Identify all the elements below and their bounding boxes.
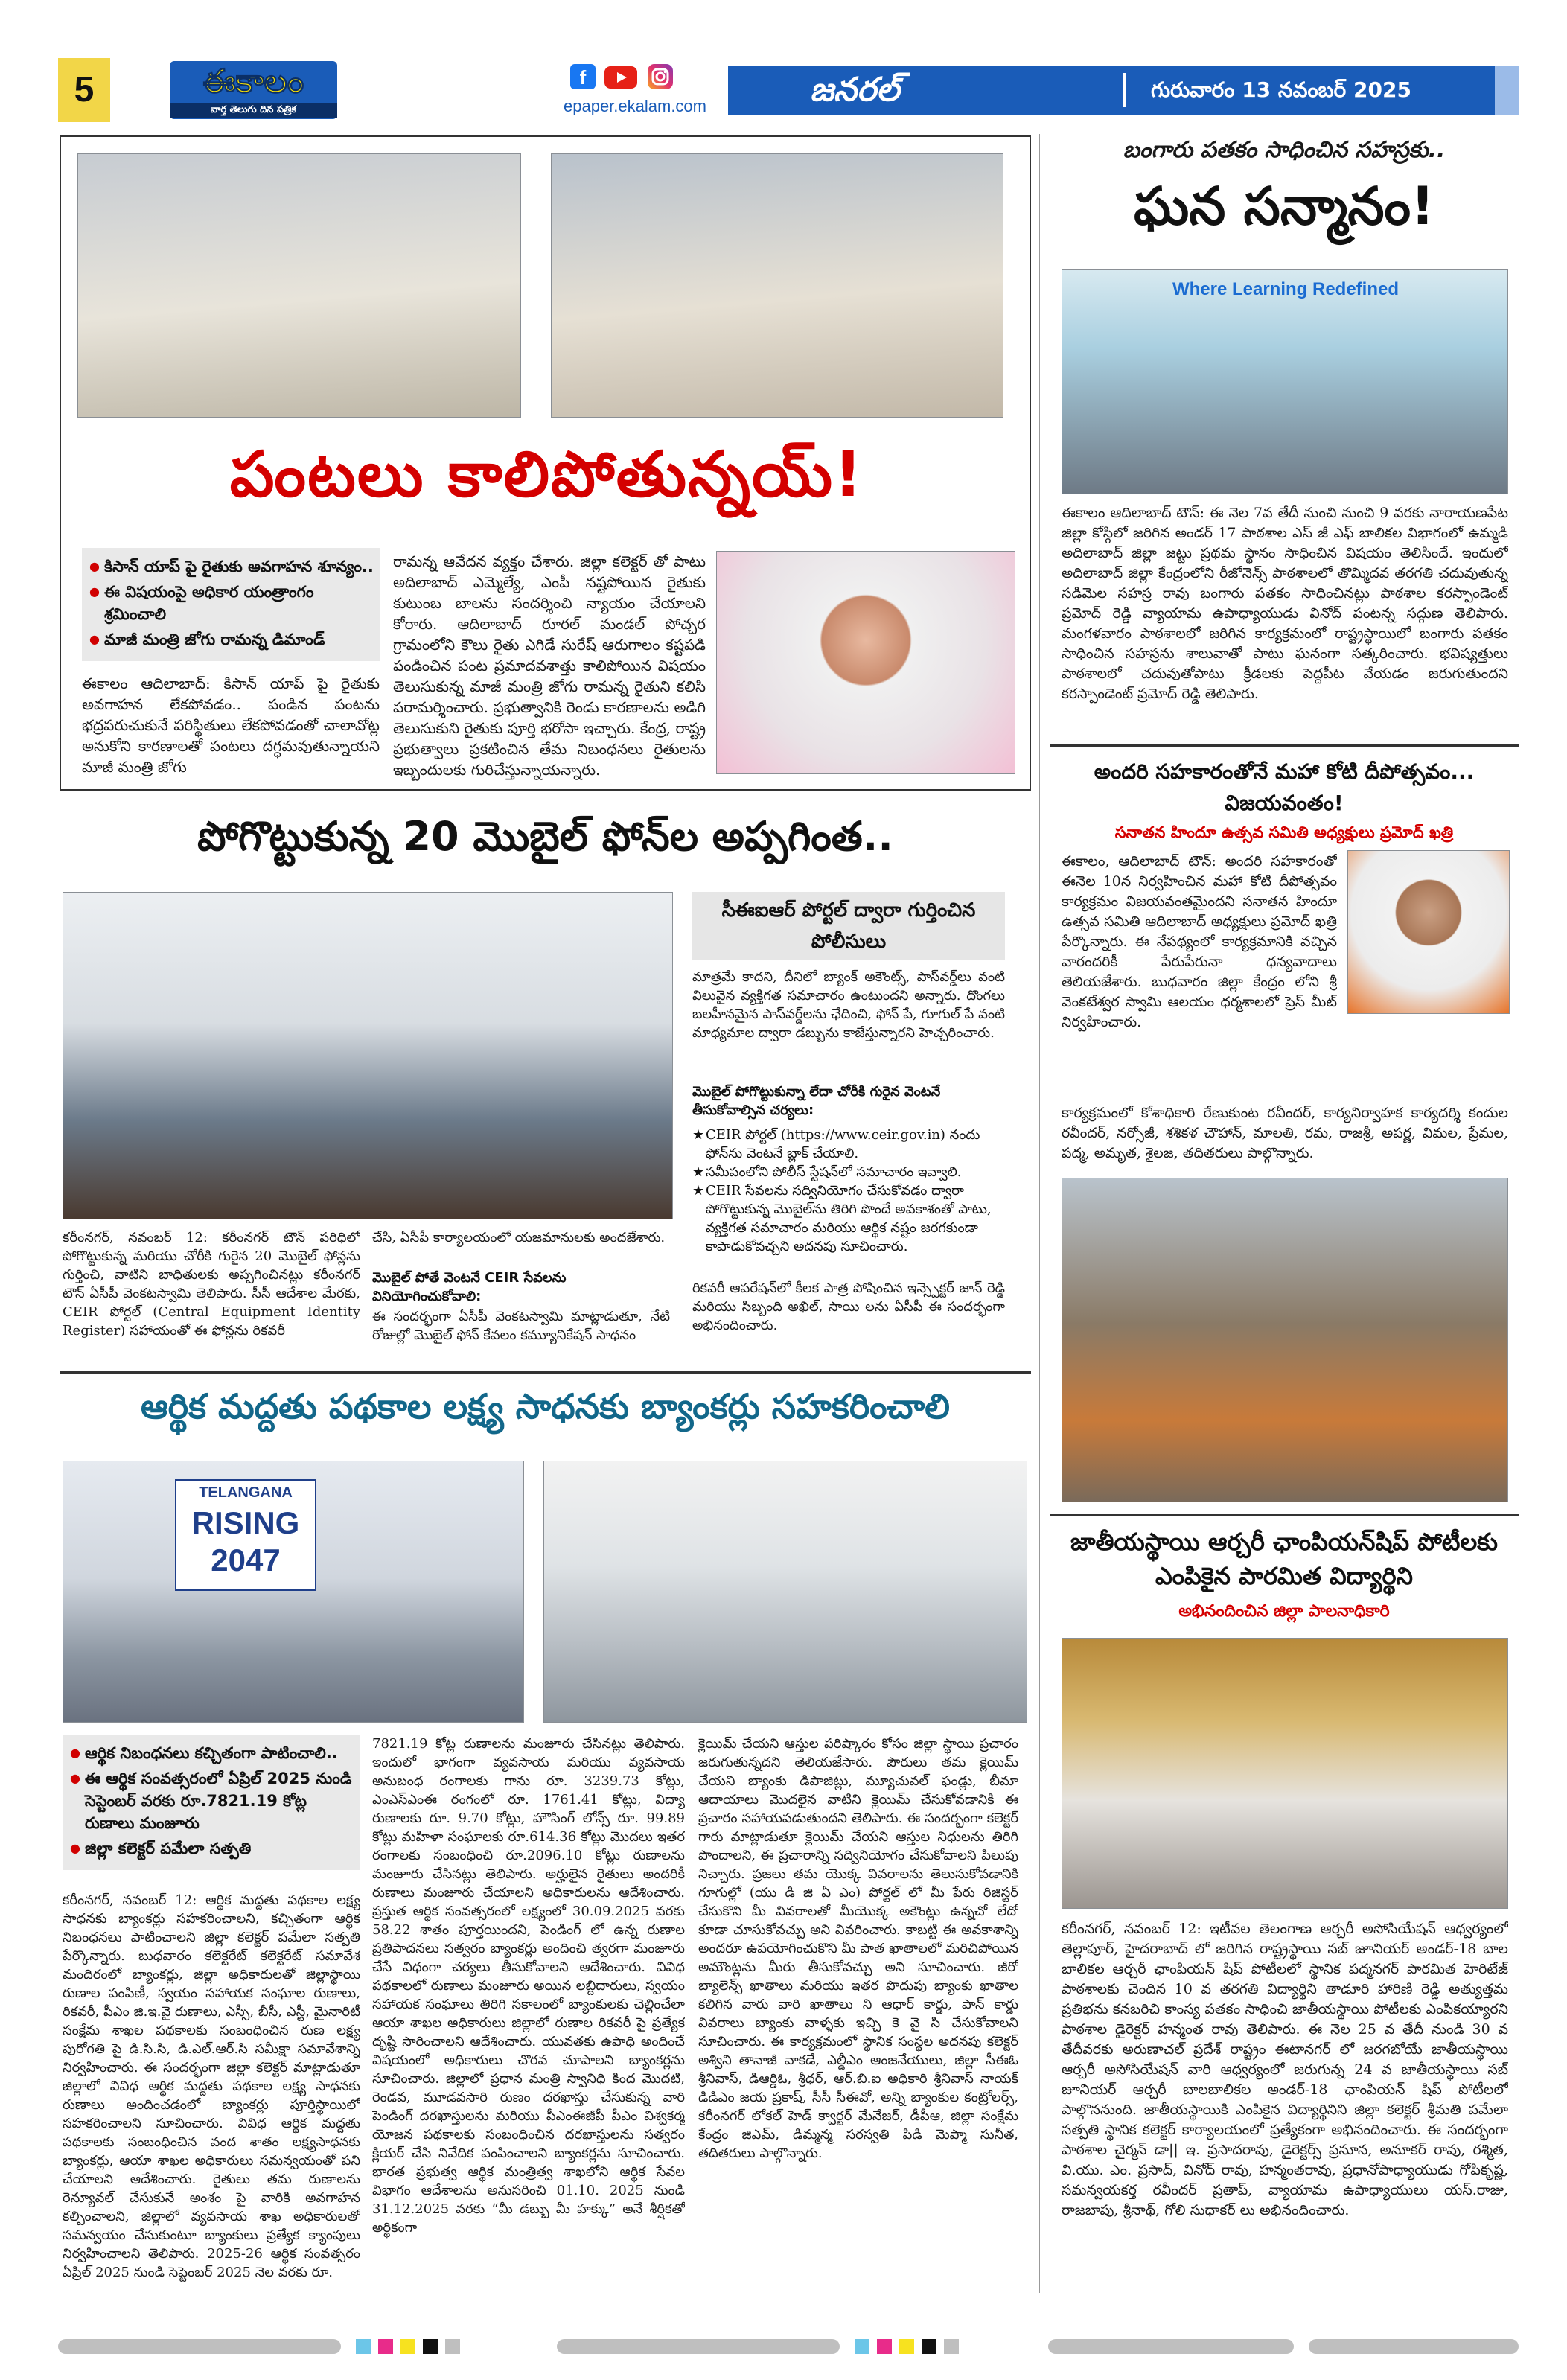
bullet-item: ● ఈ ఆర్థిక సంవత్సరంలో ఏప్రిల్ 2025 నుండి సెప్టెంబర్ వరకు రూ.7821.19 కోట్ల రుణాలు మంజూరు (68, 1767, 354, 1834)
bankers-bullets (63, 1735, 360, 1870)
photo-collector-meeting (63, 1461, 524, 1723)
footer-grey-block (1309, 2339, 1519, 2354)
archery-text: కరీంనగర్, నవంబర్ 12: ఇటీవల తెలంగాణ ఆర్చరీ అసోసియేషన్ ఆధ్వర్యంలో తెల్లాపూర్, హైదరాబాద్ లో జరిగిన రాష్ట్రస్థాయి సబ్ జూనియర్ అండర్-18 బాల బాలికల ఆర్చరీ ఛాంపియన్ షిప్ పోటీలలో స్థానిక పద్మనగర్ పారమిత హెరిటేజ్ పాఠశాలకు చెందిన 10 వ తరగతి విద్యార్థిని తాడూరి హారిణి రెడ్డి అత్యుత్తమ ప్రతిభను కనబరిచి కాంస్య పతకం సాధించి జాతీయస్థాయి పోటీలకు ఎంపికయ్యారని పాఠశాల డైరెక్టర్ హన్మంత రావు తెలిపారు. ఈ నెల 25 వ తేదీ నుండి 30 వ తేదీవరకు అరుణాచల్ ప్రదేశ్ రాష్ట్రం ఈటానగర్ లో జరగబోయే జాతీయస్థాయి ఆర్చరీ అసోసియేషన్ వారి ఆధ్వర్యంలో జరుగున్న 24 వ జాతీయస్థాయి సబ్ జూనియర్ ఆర్చరీ బాలబాలికల అండర్-18 ఛాంపియన్ షిప్ పోటీలలో పాల్గొననుంది. జాతీయస్థాయికి ఎంపికైన విద్యార్థినిని జిల్లా కలెక్టర్ శ్రీమతి పమేలా సత్పతి స్థానిక కలెక్టర్ కార్యాలయంలో ప్రత్యేకంగా అభినందించారు. ఈ సందర్భంగా పాఠశాల చైర్మన్ డా|| ఇ. ప్రసాదరావు, డైరెక్టర్స్ ప్రసూన, అనూకర్ రావు, రశ్మిత, వి.యు. ఎం. ప్రసాద్, వినోద్ రావు, హన్మంతరావు, ప్రధానోపాధ్యాయుడు గోపికృష్ణ, సమన్వయకర్త రవీందర్ ప్రతాప్, వ్యాయామ ఉపాధ్యాయులు యస్.రాజు, రాజబాపు, శ్రీనాథ్, గోలి సుధాకర్ లు అభినందించారు. (1062, 1921, 1508, 2218)
photo-samiti-group (1062, 1178, 1508, 1502)
phones-subhead-steps: మొబైల్ పోగొట్టుకున్నా లేదా చోరీకి గురైన వెంటనే తీసుకోవాల్సిన చర్యలు: (692, 1084, 941, 1118)
youtube-icon[interactable] (604, 66, 637, 89)
gold-kicker: బంగారు పతకం సాధించిన సహస్రకు.. (1123, 137, 1446, 163)
issue-date: గురువారం 13 నవంబర్ 2025 (1151, 77, 1411, 102)
photo-farmers-1 (77, 153, 521, 418)
section-title: జనరల్ (810, 71, 900, 109)
footer-grey-block (58, 2339, 341, 2354)
crops-text-col1: ఈకాలం ఆదిలాబాద్: కిసాన్ యాప్ పై రైతుకు అవగాహన లేకపోవడం.. పండిన పంటను భద్రపరుచుకునే పరిస్థితులు లేకపోవడంతో చాలావోట్ల అనుకోని కారణాలతో పంటలు దగ్ధమవుతున్నాయని మాజీ మంత్రి జోగు (82, 674, 380, 776)
bullet-list (82, 548, 380, 661)
divider (1123, 73, 1126, 107)
bankers-headline: ఆర్థిక మద్దతు పథకాల లక్ష్య సాధనకు బ్యాంకర్లు సహకరించాలి (140, 1386, 951, 1426)
deepotsavam-text-full: కార్యక్రమంలో కోశాధికారి రేణుకుంట రవీందర్, కార్యనిర్వాహక కార్యదర్శి కందుల రవీందర్, నర్సోజీ, శశికళ చౌహాన్, మాలతి, రమ, రాజశ్రీ, అపర్ణ, విమల, ప్రేమల, పద్మ, అమృత, శైలజ, తదితరులు పాల్గొన్నారు. (1062, 1105, 1508, 1161)
archery-subhead: అభినందించిన జిల్లా పాలనాధికారి (1178, 1602, 1390, 1621)
story-archery (1050, 1519, 1519, 2323)
gold-text: ఈకాలం ఆదిలాబాద్ టౌన్: ఈ నెల 7వ తేదీ నుంచి నుంచి 9 వరకు నారాయణపేట జిల్లా కోస్గిలో జరిగిన అండర్ 17 పాఠశాల ఎస్ జీ ఎఫ్ బాలికల విభాగంలో ఉమ్మడి అదిలాబాద్ జిల్లా జట్టు ప్రథమ స్థానం సాధించిన విషయం తెలిసిందే. ఇందులో అదిలాబాద్ జిల్లా కేంద్రంలోని రీజోనెన్స్ పాఠశాలలో తొమ్మిదవ తరగతి చదువుతున్న సడిమెల సహస్ర రావు బంగారు పతకం సాధించినట్లు పాఠశాల కరస్పాండెంట్ ప్రమోద్ రెడ్డి వ్యాయామ ఉపాధ్యాయుడు వినోద్ పంటన్న సద్గుణ తెలిపారు. మంగళవారం పాఠశాలలో జరిగిన కార్యక్రమంలో రాష్ట్రస్థాయిలో బంగారు పతకం సాధించిన సహస్రను శాలువాతో పాటు ఘనంగా సత్కరించారు. భవిష్యత్తులు పాఠశాలలో చదువుతోపాటు క్రీడలకు పెద్దపీట వేయడం జరుగుతుందని కరస్పాండెంట్ ప్రమోద్ రెడ్డి తెలిపారు. (1062, 505, 1508, 702)
telangana-rising-banner (175, 1479, 316, 1591)
separator (1050, 1514, 1519, 1516)
bullet-item: ● జిల్లా కలెక్టర్ పమేలా సత్పతి (68, 1837, 354, 1860)
photo-archery-felicitation (1062, 1638, 1508, 1909)
logo-text: ఈకాలం (202, 63, 304, 101)
phones-text-mid: చేసి, ఏసీపీ కార్యాలయంలో యజమానులకు అందజేశారు. (372, 1230, 666, 1245)
deepotsavam-text-left: ఈకాలం, ఆదిలాబాద్ టౌన్: అందరి సహకారంతో ఈనెల 10న నిర్వహించిన మహా కోటి దీపోత్సవం కార్యక్రమం విజయవంతమైందని సనాతన హిందూ ఉత్సవ సమితి ఆదిలాబాద్ అధ్యక్షులు ప్రమోద్ ఖత్రి పేర్కొన్నారు. ఈ నేపథ్యంలో కార్యక్రమానికి వచ్చిన వారందరికీ పేరుపేరునా ధన్యవాదాలు తెలియజేశారు. బుధవారం జిల్లా కేంద్రం లోని శ్రీ వెంకటేశ్వర స్వామి ఆలయం ధర్మశాలలో ప్రెస్ మీట్ నిర్వహించారు. (1062, 853, 1337, 1030)
banner-line-2: RISING (191, 1505, 300, 1540)
story-gold (1050, 133, 1519, 750)
swatch (400, 2339, 415, 2354)
story-bankers (60, 1377, 1031, 2323)
phones-headline: పోగొట్టుకున్న 20 మొబైల్ ఫోన్‌ల అప్పగింత.. (197, 813, 893, 860)
photo-jogu-ramanna (716, 551, 1015, 774)
bankers-col3: క్లెయిమ్ చేయని ఆస్తుల పరిష్కారం కోసం జిల్లా స్థాయి ప్రచారం జరుగుతున్నదని తెలియజేసారు. పౌరులు తమ క్లెయిమ్ చేయని బ్యాంకు డిపాజిట్లు, మ్యూచువల్ ఫండ్లు, బీమా ఆదాయాలు మొదలైన వాటిని క్లెయిమ్ చేసుకోవడానికి ఈ ప్రచారం సహాయపడుతుందని తెలిపారు. ఈ సందర్భంగా కలెక్టర్ గారు మాట్లాడుతూ క్లెయిమ్ చేయని ఆస్తుల నిధులను తిరిగి పొందాలని, ఈ ప్రచారాన్ని సద్వినియోగం చేసుకోవాలని పిలుపు నిచ్చారు. ప్రజలు తమ యొక్క వివరాలను తెలుసుకోవడానికి గూగుల్లో (యు డి జి ఏ ఎం) పోర్టల్ లో మీ పేరు రిజిస్టర్ చేసుకొని మీ వివరాలతో మీయొక్క అకౌంట్లు ఉన్నచో లేదో కూడా చూసుకోవచ్చు అని వివరించారు. కాబట్టి ఈ అవకాశాన్ని అందరూ ఉపయోగించుకొని మీ పాత ఖాతాలలో మరిచిపోయిన అమౌంట్లను మీరు తీసుకోవచ్చు అని సూచించారు. జీరో బ్యాలెన్స్ ఖాతాలు మరియు ఇతర పొదుపు బ్యాంకు ఖాతాల కలిగిన వారు వారి ఖాతాలు ని ఆధార్ కార్డు, పాన్ కార్డు వివరాలు బ్యాంకు వాళ్ళకు ఇచ్చి కె వై సి చేసుకోవాలని సూచించారు. ఈ కార్యక్రమంలో స్థానిక సంస్థల అదనపు కలెక్టర్ అశ్విని తానాజీ వాకడే, ఎల్డీఎం ఆంజనేయులు, జిల్లా సీఈఓ శ్రీనివాస్, డిఆర్డిఓ, శ్రీధర్, ఆర్.బి.ఐ అధికారి శ్రీనివాస్ నాయక్ డిడిఎం జయ ప్రకాష్, సీసీ సీఈవో, అన్ని బ్యాంకుల కంట్రోలర్స్, కరీంనగర్ లోకల్ హెడ్ క్వార్టర్ మేనేజర్, డీపీఆ, జిల్లా సంక్షేమ కేంద్రం జిఎమ్, డిమ్మన్మ సరస్వతి పిడి మెప్మా సునీత, తదితరులు పాల్గొన్నారు. (698, 1736, 1018, 2161)
phones-steps (692, 1126, 1005, 1274)
accent-bar (1495, 66, 1519, 115)
logo-tagline: వార్త తెలుగు దిన పత్రిక (170, 103, 337, 118)
story-crops (60, 135, 1031, 791)
archery-headline: జాతీయస్థాయి ఆర్చరీ ఛాంపియన్‌షిప్ పోటీలకు ఎంపికైన పారమిత విద్యార్థిని (1070, 1528, 1498, 1590)
photo-banner-text: Where Learning Redefined (1172, 279, 1400, 299)
bullet-item: ● కిసాన్ యాప్ పై రైతుకు అవగాహన శూన్యం.. (88, 555, 374, 578)
list-item: ★ సమీపంలోని పోలీస్ స్టేషన్‌లో సమాచారం ఇవ్వాలి. (692, 1164, 962, 1180)
list-item: ★ CEIR పోర్టల్ (https://www.ceir.gov.in) నందు ఫోన్‌ను వెంటనే బ్లాక్ చేయాలి. (692, 1127, 980, 1161)
masthead-logo (170, 61, 337, 119)
deepotsavam-subhead: సనాతన హిందూ ఉత్సవ సమితి అధ్యక్షులు ప్రమోద్ ఖత్రి (1114, 823, 1454, 841)
swatch (944, 2339, 959, 2354)
bullet-item: ● ఆర్థిక నిబంధనలు కచ్చితంగా పాటించాలి.. (68, 1742, 354, 1764)
phones-text-left: కరీంనగర్, నవంబర్ 12: కరీంనగర్ టౌన్ పరిధిలో పోగొట్టుకున్న మరియు చోరీకి గురైన 20 మొబైల్ ఫోన్లను గుర్తించి, వాటిని బాధితులకు అప్పగించినట్లు కరీంనగర్ టౌన్ ఏసీపీ వెంకటస్వామి తెలిపారు. సీసీ ఆదేశాల మేరకు, CEIR పోర్టల్ (Central Equipment Identity Register) సహాయంతో ఈ ఫోన్లను రికవరీ (63, 1230, 360, 1339)
swatch (423, 2339, 438, 2354)
banner-line-3: 2047 (211, 1542, 281, 1577)
page-number: 5 (58, 58, 110, 122)
footer-grey-block (557, 2339, 840, 2354)
photo-bankers-hall (543, 1461, 1027, 1723)
photo-sahasra (1062, 269, 1508, 494)
phones-text-right-bottom: రికవరీ ఆపరేషన్‌లో కీలక పాత్ర పోషించిన ఇన్స్పెక్టర్ జాన్ రెడ్డి మరియు సిబ్బంది అఖిల్, సాయి లను ఏసీపీ ఈ సందర్భంగా అభినందించారు. (692, 1280, 1005, 1333)
deepotsavam-headline: అందరి సహకారంతోనే మహా కోటి దీపోత్సవం... విజయవంతం! (1094, 759, 1475, 815)
photo-pramod-khatri (1347, 850, 1510, 1014)
footer-swatches (855, 2339, 1033, 2354)
footer-grey-block (1048, 2339, 1294, 2354)
photo-phone-handover (63, 892, 673, 1219)
story-phones (60, 803, 1031, 1368)
phones-sidebox: సీఈఐఆర్ పోర్టల్ ద్వారా గుర్తించిన పోలీసులు (692, 892, 1005, 960)
gold-headline: ఘన సన్మానం! (1134, 176, 1434, 237)
bullet-item: ● మాజీ మంత్రి జోగు రామన్న డిమాండ్ (88, 628, 374, 651)
separator (60, 1371, 1031, 1374)
bankers-col1: కరీంనగర్, నవంబర్ 12: ఆర్థిక మద్దతు పథకాల లక్ష్య సాధనకు బ్యాంకర్లు సహకరించాలని, కచ్చితంగా ఆర్థిక నిబంధనలు పాటించాలని జిల్లా కలెక్టర్ పమేలా సత్పతి పేర్కొన్నారు. బుధవారం కలెక్టరేట్ కలెక్టరేట్ సమావేశ మందిరంలో బ్యాంకర్లు, జిల్లా అధికారులతో జిల్లాస్థాయి రుణాల పంపిణీ, స్వయం సహాయక సంఘాల రుణాలు, రికవరీ, పీఎం జి.ఇ.వై రుణాలు, ఎస్సీ, బీసీ, ఎస్టీ, మైనారిటీ సంక్షేమ శాఖల పథకాలకు సంబంధించిన రుణ లక్ష్య పురోగతి పై డి.సి.సి, డి.ఎల్.ఆర్.సి సమీక్షా సమావేశాన్ని నిర్వహించారు. ఈ సందర్భంగా జిల్లా కలెక్టర్ మాట్లాడుతూ జిల్లాలో వివిధ ఆర్థిక మద్దతు పథకాల లక్ష్య సాధనకు రుణాలు అందించడంలో బ్యాంకర్లు పూర్తిస్థాయిలో సహకరించాలని సూచించారు. వివిధ ఆర్థిక మద్దతు పథకాలకు సంబంధించిన వంద శాతం లక్ష్యసాధనకు బ్యాంకర్లు, ఆయా శాఖల అధికారులు సమన్వయంతో పని చేయాలని ఆదేశించారు. రైతులు తమ రుణాలను రెన్యూవల్ చేసుకునే అంశం పై వారికి అవగాహన కల్పించాలని, జిల్లాలో వ్యవసాయ శాఖ అధికారులతో సమన్వయం చేసుకుంటూ బ్యాంకులు ప్రత్యేక క్యాంపులు నిర్వహించాలని తెలిపారు. 2025-26 ఆర్థిక సంవత్సరం ఏప్రిల్ 2025 నుండి సెప్టెంబర్ 2025 నెల వరకు రూ. (63, 1892, 360, 2280)
star-icon: ★ (692, 1127, 705, 1143)
footer-swatches (356, 2339, 534, 2354)
social-icons (570, 64, 719, 91)
phones-mid-subhead: మొబైల్ పోతే వెంటనే CEIR సేవలను వినియోగించుకోవాలి: (372, 1270, 567, 1304)
headline-crops: పంటలు కాలిపోతున్నయ్! (229, 438, 864, 511)
separator (1050, 744, 1519, 747)
photo-farmers-2 (551, 153, 1003, 418)
section-banner (728, 66, 1519, 115)
swatch (356, 2339, 371, 2354)
instagram-icon[interactable] (648, 64, 673, 89)
swatch (445, 2339, 460, 2354)
footer-registration-strip (58, 2336, 1519, 2357)
phones-text-mid2: ఈ సందర్భంగా ఏసీపీ వెంకటస్వామి మాట్లాడుతూ, నేటి రోజుల్లో మొబైల్ ఫోన్ కేవలం కమ్యూనికేషన్ సాధనం (372, 1309, 670, 1343)
website-url[interactable]: epaper.ekalam.com (564, 97, 706, 115)
swatch (378, 2339, 393, 2354)
swatch (855, 2339, 869, 2354)
phones-text-right-top: మాత్రమే కాదని, దీనిలో బ్యాంక్ అకౌంట్స్, పాస్‌వర్డ్‌లు వంటి విలువైన వ్యక్తిగత సమాచారం ఉంటుందని అన్నారు. దొంగలు బలహీనమైన పాస్‌వర్డ్‌లను ఛేదించి, ఫోన్ పే, గూగుల్ పే వంటి మాధ్యమాల ద్వారా డబ్బును కాజేస్తున్నారని హెచ్చరించారు. (692, 969, 1005, 1041)
star-icon: ★ (692, 1183, 705, 1199)
crops-text-col2: రామన్న ఆవేదన వ్యక్తం చేశారు. జిల్లా కలెక్టర్ తో పాటు అదిలాబాద్ ఎమ్మెల్యే, ఎంపీ నష్టపోయిన రైతుకు కుటుంబ బాలను సందర్శించి న్యాయం చేయాలని కోరారు. ఆదిలాబాద్ రూరల్ మండల్ పోచ్చర గ్రామంలోని కౌలు రైతు ఎగిడే సురేష్ ఆరుగాలం కష్టపడి పండించిన పంట ప్రమాదవశాత్తు కాలిపోయిన విషయం తెలుసుకున్న మాజీ మంత్రి జోగు రామన్న రైతుని కలిసి పరామర్శించారు. ప్రభుత్వానికి రెండు కారణాలను అడిగి తెలుసుకుని రైతుకు పూర్తి భరోసా ఇచ్చారు. కేంద్ర, రాష్ట్ర ప్రభుత్వాలు ప్రకటించిన తేమ నిబంధనలు రైతులను ఇబ్బందులకు గురిచేస్తున్నాయన్నారు. (393, 552, 706, 779)
bullet-item: ● ఈ విషయంపై అధికార యంత్రాంగం శ్రమించాలి (88, 581, 374, 625)
swatch (899, 2339, 914, 2354)
banner-line-1: TELANGANA (199, 1484, 293, 1501)
list-item: ★ CEIR సేవలను సద్వినియోగం చేసుకోవడం ద్వారా పోగొట్టుకున్న మొబైల్‌ను తిరిగి పొందే అవకాశంతో పాటు, వ్యక్తిగత సమాచారం మరియు ఆర్థిక నష్టం జరగకుండా కాపాడుకోవచ్చని అదనపు సూచించారు. (692, 1183, 992, 1254)
column-divider (1039, 134, 1040, 2293)
swatch (922, 2339, 936, 2354)
bankers-col2: 7821.19 కోట్ల రుణాలను మంజూరు చేసినట్లు తెలిపారు. ఇందులో భాగంగా వ్యవసాయ మరియు వ్యవసాయ అనుబంధ రంగాలకు గాను రూ. 3239.73 కోట్లు, ఎంఎస్ఎంఈ రంగంలో రూ. 1761.41 కోట్లు, విద్యా రుణాలకు రూ. 9.70 కోట్లు, హౌసింగ్ లోన్స్ రూ. 99.89 కోట్లు మహిళా సంఘాలకు రూ.614.36 కోట్లు మొదలు ఇతర రంగాలకు సంబంధించి రూ.2096.10 కోట్లు రుణాలను మంజూరు చేసినట్లు తెలిపారు. అర్హులైన రైతులు అందరికీ రుణాలు మంజూరు చేయాలని అధికారులను ఆదేశించారు. ప్రస్తుత ఆర్థిక సంవత్సరంలో లక్ష్యంలో 30.09.2025 వరకు 58.22 శాతం పూర్తయిందని, పెండింగ్ లో ఉన్న రుణాల ప్రతిపాదనలు సత్వరం బ్యాంకర్లు అందించి త్వరగా మంజూరు చేసే విధంగా చర్యలు తీసుకోవాలని ఆదేశించారు. వివిధ పథకాలలో రుణాలు మంజూరు అయిన లబ్దిదారులు, స్వయం సహాయక సంఘాలు తిరిగి సకాలంలో బ్యాంకులకు చెల్లించేలా ఆయా శాఖల అధికారులు జిల్లాలో రుణాల రికవరీ పై ప్రత్యేక దృష్టి సారించాలని ఆదేశించారు. యువతకు ఉపాధి అందించే విషయంలో అధికారులు చొరవ చూపాలని బ్యాంకర్లను సూచించారు. జిల్లాలో ప్రధాన మంత్రి స్వానిధి కింద మొదటి, రెండవ, మూడవసారి రుణం దరఖాస్తు చేసుకున్న వారి పెండింగ్ దరఖాస్తులను మరియు పీఎంఈజీపీ పీఎం విశ్వకర్మ యోజన పథకాలకు సంబంధించిన దరఖాస్తులను సత్వరం క్లియర్ చేసి నివేదిక పంపించాలని బ్యాంకర్లను సూచించారు. భారత ప్రభుత్వ ఆర్థిక మంత్రిత్వ శాఖలోని ఆర్థిక సేవల విభాగం ఆదేశాలను అనుసరించి 01.10. 2025 నుండి 31.12.2025 వరకు “మీ డబ్బు మీ హక్కు” అనే శీర్షికతో అర్థికంగా (372, 1736, 685, 2236)
page-header (58, 58, 1519, 122)
star-icon: ★ (692, 1164, 705, 1180)
swatch (877, 2339, 892, 2354)
story-deepotsavam (1050, 752, 1519, 1511)
facebook-icon[interactable]: f (570, 64, 596, 89)
